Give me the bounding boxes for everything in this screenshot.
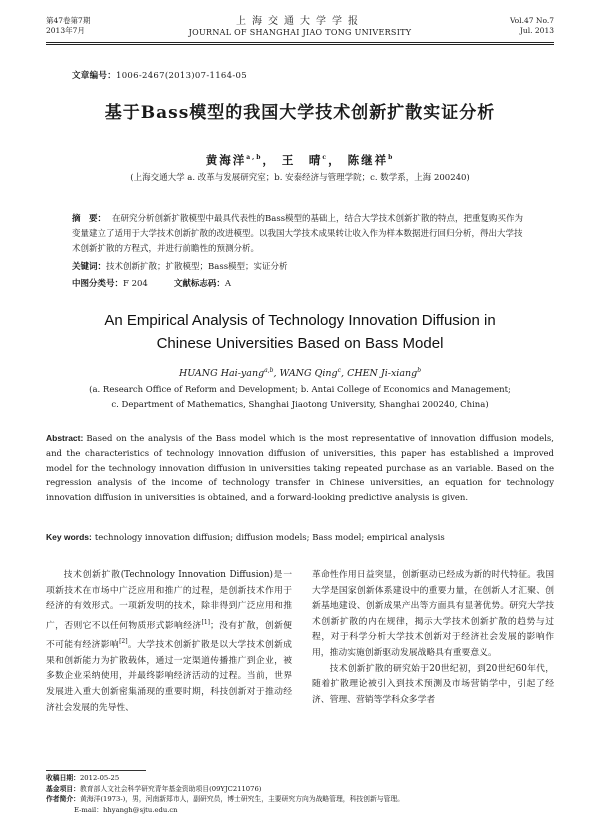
doc-code-value: A <box>225 279 231 289</box>
author-name-en: CHEN Ji-xiang <box>347 368 417 379</box>
footnote-email: E-mail：hhyangh@sjtu.edu.cn <box>46 805 554 815</box>
footnote-label: 基金项目： <box>46 785 80 793</box>
footnote-label: 作者简介： <box>46 795 80 803</box>
paper-title-en <box>0 309 600 355</box>
paper-title-en-line: An Empirical Analysis of Technology Innovation Diffusion in <box>0 309 600 332</box>
author-separator: ， <box>262 153 276 167</box>
author-separator: ， <box>328 153 342 167</box>
body-paragraph: 革命性作用日益突显，创新驱动已经成为新的时代特征。我国大学是国家创新体系建设中的重要力量，在创新人才汇聚、创新基地建设、创新成果产出等方面具有显著优势。研究大学技术创新扩散的内在规律，揭示大学技术创新扩散的趋势与过程，对于科学分析大学技术创新对于经济社会发展的影响作用，推动实施创新驱动发展战略具有重要意义。 <box>312 568 554 662</box>
journal-name-cn: 上海交通大学学报 <box>46 16 554 28</box>
journal-name-en: JOURNAL OF SHANGHAI JIAO TONG UNIVERSITY <box>46 28 554 38</box>
abstract-cn-text: 在研究分析创新扩散模型中最具代表性的Bass模型的基础上，结合大学技术创新扩散的特点，把重复购买作为变量建立了适用于大学技术创新扩散的改进模型。以我国大学技术成果转让收入作为样本数据进行回归分析，得出大学技术创新扩散的方程式，并进行前瞻性的预测分析。 <box>72 214 523 254</box>
keywords-en-label: Key words: <box>46 532 92 542</box>
article-number-label: 文章编号： <box>72 71 116 81</box>
abstract-cn <box>72 212 528 257</box>
footnote-fund <box>46 784 554 795</box>
author-affil-mark: c <box>338 367 341 374</box>
abstract-cn-label: 摘 要： <box>72 214 106 224</box>
author-name: 陈继祥 <box>348 153 389 167</box>
header-rule-thick <box>46 42 554 43</box>
keywords-en <box>46 532 554 543</box>
affiliation-en-line: (a. Research Office of Reform and Development; b. Antai College of Economics and Management; <box>60 383 540 398</box>
body-paragraph: 技术创新扩散(Technology Innovation Diffusion)是一项新技术在市场中广泛应用和推广的过程，是创新技术作用于经济的有效形式。一项新发明的技术，除非得到广泛应用和推广，否则它不以任何物质形式影响经济[1]；没有扩散，创新便不可能有经济影响[2]。大学技术创新扩散是以大学技术创新成果和创新能力为扩散载体，通过一定渠道传播推广到企业，被多数企业采纳使用，并最终影响经济活动的过程。当前，世界发展进入重大创新密集涌现的重要时期，科技创新对于推动经济社会发展的先导性、 <box>46 568 292 716</box>
footnote-rule <box>46 770 146 771</box>
abstract-en-label: Abstract: <box>46 433 83 443</box>
footnote-value: 黄海洋(1973-)，男，河南新郑市人，副研究员，博士研究生，主要研究方向为战略管理，科技创新与管理。 <box>80 795 404 803</box>
classification-cn <box>72 277 528 289</box>
footnote-received <box>46 773 554 784</box>
clc-value: F 204 <box>123 279 148 289</box>
volume-issue-cn: 第47卷第7期 <box>46 16 90 26</box>
clc-label: 中图分类号： <box>72 279 123 289</box>
authors-cn <box>0 152 600 168</box>
header-rule-thin <box>46 44 554 45</box>
paper-title-cn: 基于Bass模型的我国大学技术创新扩散实证分析 <box>0 98 600 123</box>
author-separator: , <box>273 368 279 379</box>
citation: [2] <box>119 638 128 645</box>
author-affil-mark: a,b <box>264 367 273 374</box>
keywords-en-text: technology innovation diffusion; diffusion models; Bass model; empirical analysis <box>95 533 445 543</box>
footnote-label: 收稿日期： <box>46 774 80 782</box>
paper-title-en-line: Chinese Universities Based on Bass Model <box>0 332 600 355</box>
abstract-en <box>46 431 554 506</box>
footnote-value: 教育部人文社会科学研究青年基金资助项目(09YJC211076) <box>80 785 261 793</box>
footnotes <box>46 773 554 815</box>
body-paragraph: 技术创新扩散的研究始于20世纪初，到20世纪60年代，随着扩散理论被引入到技术预测及市场营销学中，引起了经济、管理、营销等学科众多学者 <box>312 662 554 709</box>
citation: [1] <box>202 619 211 626</box>
doc-code-label: 文献标志码： <box>174 279 225 289</box>
author-affil-mark: b <box>388 154 394 161</box>
body-column-left <box>46 568 292 716</box>
author-separator: , <box>341 368 347 379</box>
running-header-right <box>510 16 554 36</box>
author-affil-mark: a,b <box>246 154 262 161</box>
article-number-value: 1006-2467(2013)07-1164-05 <box>116 71 247 81</box>
date-en: Jul. 2013 <box>510 26 554 36</box>
author-name-en: WANG Qing <box>280 368 338 379</box>
author-name: 王 晴 <box>282 153 323 167</box>
author-name-en: HUANG Hai-yang <box>179 368 264 379</box>
keywords-cn <box>72 260 528 272</box>
keywords-cn-label: 关键词： <box>72 262 106 272</box>
authors-en <box>0 367 600 379</box>
affiliation-en <box>60 383 540 413</box>
affiliation-en-line: c. Department of Mathematics, Shanghai Jiaotong University, Shanghai 200240, China) <box>60 398 540 413</box>
footnote-author <box>46 794 554 805</box>
volume-issue-en: Vol.47 No.7 <box>510 16 554 26</box>
article-number <box>72 69 247 81</box>
keywords-cn-text: 技术创新扩散；扩散模型；Bass模型；实证分析 <box>106 262 288 272</box>
body-column-right <box>312 568 554 708</box>
affiliation-cn: (上海交通大学 a. 改革与发展研究室；b. 安泰经济与管理学院；c. 数学系，上海 200240) <box>0 171 600 183</box>
journal-name <box>46 16 554 38</box>
author-affil-mark: c <box>322 154 328 161</box>
author-affil-mark: b <box>417 367 421 374</box>
date-cn: 2013年7月 <box>46 26 90 36</box>
abstract-en-text: Based on the analysis of the Bass model which is the most representative of innovation diffusion models, and the characteristics of technology innovation diffusion of universities, this paper has established a improved model for the technology innovation diffusion in universities taking repeated purchase as an variable. Based on the regression analysis of the income of technology transfer in Chinese universities, an equation for technology innovation diffusion in universities is obtained, and a forward-looking predictive analysis is given. <box>46 434 554 503</box>
author-name: 黄海洋 <box>206 153 247 167</box>
footnote-value: 2012-05-25 <box>80 774 119 782</box>
